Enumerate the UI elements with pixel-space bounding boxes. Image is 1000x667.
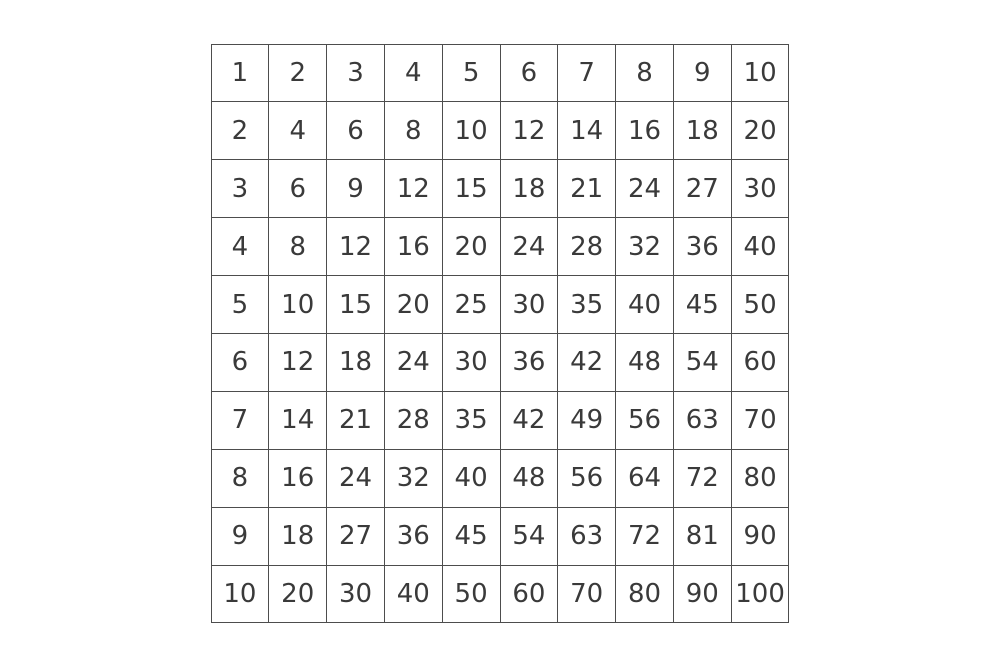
table-cell: 42: [558, 334, 616, 392]
table-cell: 3: [327, 44, 385, 102]
table-cell: 16: [616, 102, 674, 160]
table-cell: 56: [616, 391, 674, 449]
table-cell: 18: [673, 102, 731, 160]
table-cell: 10: [211, 565, 269, 623]
table-cell: 48: [500, 449, 558, 507]
table-cell: 81: [673, 507, 731, 565]
table-cell: 20: [731, 102, 789, 160]
table-cell: 27: [673, 160, 731, 218]
table-cell: 20: [384, 276, 442, 334]
table-cell: 100: [731, 565, 789, 623]
table-cell: 49: [558, 391, 616, 449]
table-cell: 54: [673, 334, 731, 392]
table-cell: 24: [327, 449, 385, 507]
table-cell: 50: [731, 276, 789, 334]
table-cell: 2: [269, 44, 327, 102]
table-cell: 24: [384, 334, 442, 392]
table-row: [211, 276, 789, 334]
table-row: [211, 565, 789, 623]
table-cell: 40: [731, 218, 789, 276]
multiplication-table: [211, 44, 790, 624]
table-row: [211, 44, 789, 102]
table-cell: 60: [731, 334, 789, 392]
table-cell: 12: [327, 218, 385, 276]
table-cell: 18: [500, 160, 558, 218]
table-cell: 10: [269, 276, 327, 334]
table-cell: 10: [442, 102, 500, 160]
table-row: [211, 334, 789, 392]
table-cell: 35: [442, 391, 500, 449]
table-cell: 18: [269, 507, 327, 565]
table-cell: 6: [327, 102, 385, 160]
table-cell: 36: [673, 218, 731, 276]
table-row: [211, 102, 789, 160]
table-row: [211, 391, 789, 449]
table-row: [211, 507, 789, 565]
table-cell: 56: [558, 449, 616, 507]
table-cell: 45: [442, 507, 500, 565]
table-cell: 63: [558, 507, 616, 565]
table-cell: 63: [673, 391, 731, 449]
table-cell: 16: [384, 218, 442, 276]
table-cell: 5: [211, 276, 269, 334]
table-cell: 27: [327, 507, 385, 565]
table-cell: 30: [442, 334, 500, 392]
table-cell: 90: [731, 507, 789, 565]
table-cell: 48: [616, 334, 674, 392]
table-cell: 6: [211, 334, 269, 392]
table-cell: 24: [616, 160, 674, 218]
table-cell: 72: [616, 507, 674, 565]
table-cell: 5: [442, 44, 500, 102]
table-cell: 64: [616, 449, 674, 507]
table-cell: 9: [327, 160, 385, 218]
table-cell: 36: [384, 507, 442, 565]
table-cell: 35: [558, 276, 616, 334]
table-cell: 54: [500, 507, 558, 565]
table-cell: 20: [269, 565, 327, 623]
table-cell: 60: [500, 565, 558, 623]
table-cell: 12: [384, 160, 442, 218]
table-cell: 6: [269, 160, 327, 218]
table-cell: 15: [327, 276, 385, 334]
table-cell: 24: [500, 218, 558, 276]
table-cell: 21: [327, 391, 385, 449]
table-cell: 12: [269, 334, 327, 392]
table-cell: 28: [558, 218, 616, 276]
table-cell: 3: [211, 160, 269, 218]
table-cell: 30: [327, 565, 385, 623]
table-row: [211, 160, 789, 218]
table-cell: 4: [269, 102, 327, 160]
table-cell: 28: [384, 391, 442, 449]
table-cell: 70: [731, 391, 789, 449]
table-cell: 72: [673, 449, 731, 507]
table-cell: 4: [384, 44, 442, 102]
table-cell: 9: [211, 507, 269, 565]
table-cell: 8: [384, 102, 442, 160]
table-cell: 36: [500, 334, 558, 392]
table-cell: 30: [731, 160, 789, 218]
table-cell: 7: [558, 44, 616, 102]
table-cell: 4: [211, 218, 269, 276]
table-cell: 70: [558, 565, 616, 623]
table-cell: 14: [269, 391, 327, 449]
table-cell: 12: [500, 102, 558, 160]
table-cell: 45: [673, 276, 731, 334]
table-cell: 9: [673, 44, 731, 102]
table-cell: 6: [500, 44, 558, 102]
table-cell: 40: [616, 276, 674, 334]
table-cell: 8: [211, 449, 269, 507]
table-cell: 1: [211, 44, 269, 102]
table-cell: 40: [442, 449, 500, 507]
table-cell: 40: [384, 565, 442, 623]
table-row: [211, 218, 789, 276]
table-cell: 32: [616, 218, 674, 276]
table-cell: 80: [731, 449, 789, 507]
multiplication-table-body: [211, 44, 789, 623]
table-row: [211, 449, 789, 507]
table-cell: 10: [731, 44, 789, 102]
table-cell: 25: [442, 276, 500, 334]
table-cell: 8: [269, 218, 327, 276]
table-cell: 2: [211, 102, 269, 160]
table-cell: 14: [558, 102, 616, 160]
table-cell: 15: [442, 160, 500, 218]
table-cell: 32: [384, 449, 442, 507]
table-cell: 80: [616, 565, 674, 623]
table-cell: 18: [327, 334, 385, 392]
table-cell: 7: [211, 391, 269, 449]
table-cell: 30: [500, 276, 558, 334]
table-cell: 8: [616, 44, 674, 102]
table-cell: 90: [673, 565, 731, 623]
table-cell: 50: [442, 565, 500, 623]
table-cell: 16: [269, 449, 327, 507]
table-cell: 20: [442, 218, 500, 276]
table-cell: 21: [558, 160, 616, 218]
table-cell: 42: [500, 391, 558, 449]
